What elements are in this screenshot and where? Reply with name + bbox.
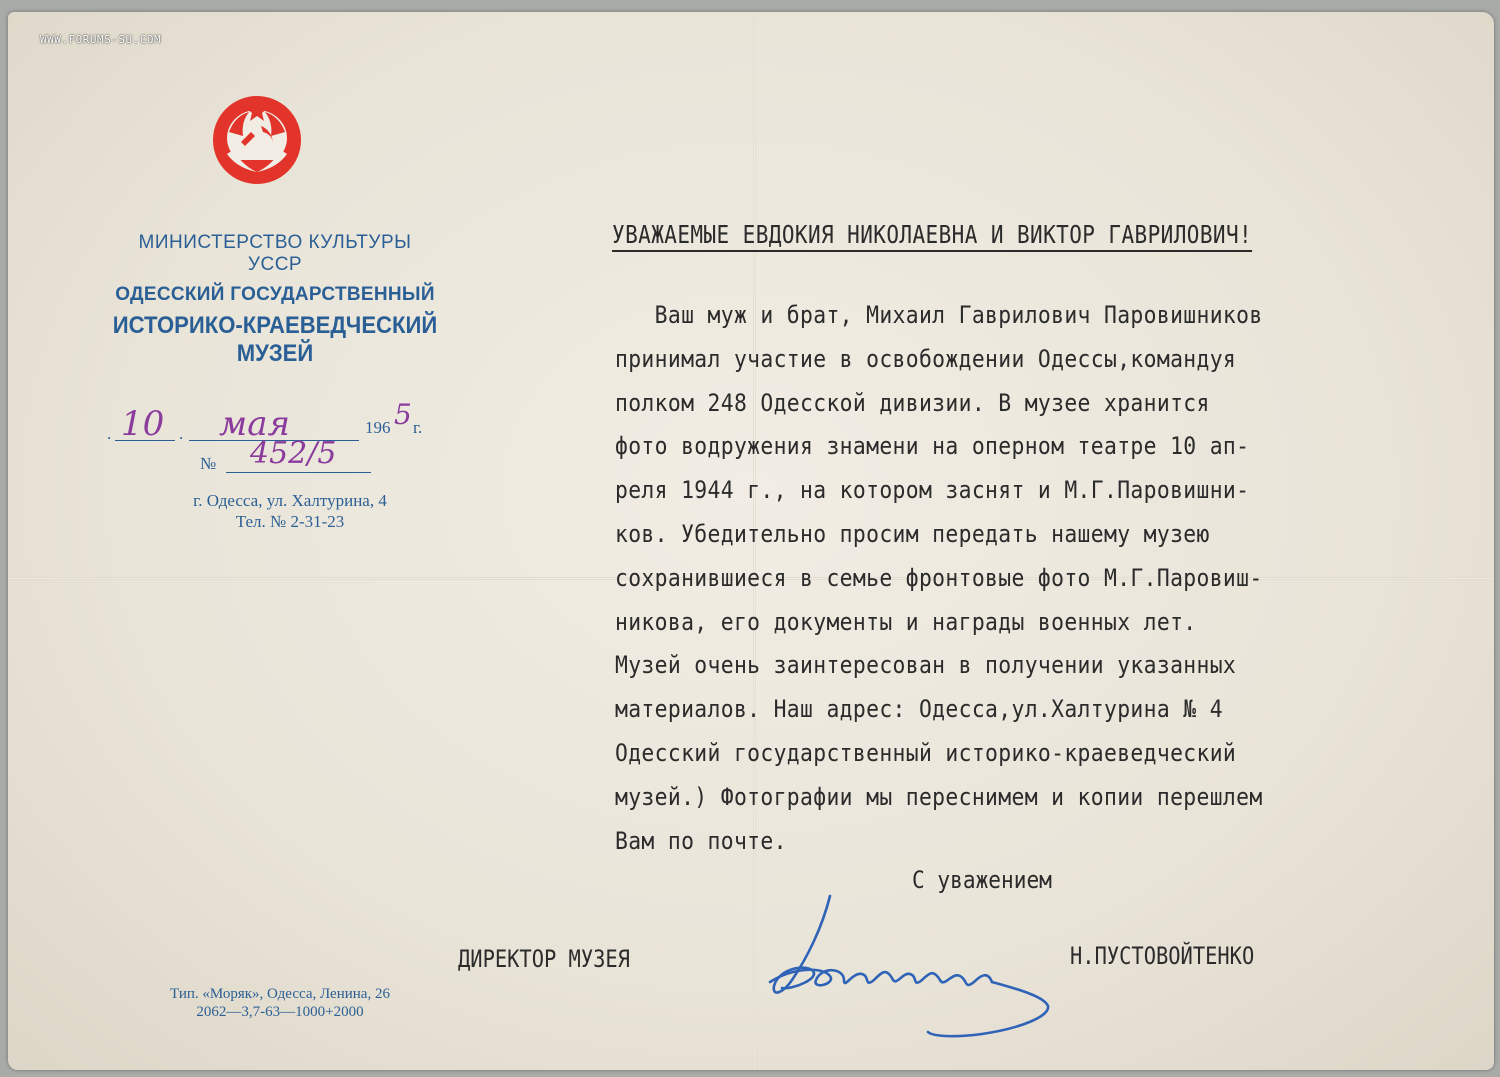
printer-line-1: Тип. «Моряк», Одесса, Ленина, 26 — [170, 986, 390, 1002]
printer-imprint — [70, 985, 490, 1021]
date-month: мая — [219, 404, 290, 444]
organization-name — [77, 312, 473, 368]
address-phone: Тел. № 2-31-23 — [235, 512, 345, 531]
ministry-name — [60, 232, 490, 276]
year-handwritten: 5 — [394, 398, 412, 431]
ministry-line-1: МИНИСТЕРСТВО КУЛЬТУРЫ — [138, 232, 412, 253]
address-line-1: г. Одесса, ул. Халтурина, 4 — [193, 491, 387, 510]
body-line: никова, его документы и награды военных лет. — [615, 607, 1197, 636]
body-line: Вам по почте. — [615, 826, 787, 855]
museum-address — [100, 490, 480, 532]
body-line: принимал участие в освобождении Одессы,командуя — [615, 344, 1237, 373]
organization-line-2: ИСТОРИКО-КРАЕВЕДЧЕСКИЙ — [112, 312, 438, 339]
organization-line-1: ОДЕССКИЙ ГОСУДАРСТВЕННЫЙ — [115, 284, 435, 305]
body-line: Ваш муж и брат, Михаил Гаврилович Паровишников — [615, 301, 1263, 329]
museum-letterhead — [60, 232, 490, 368]
year-prefix: 196 — [365, 418, 391, 437]
registration-number: 452/5 — [250, 436, 337, 471]
closing-phrase: С уважением — [912, 866, 1052, 894]
number-label: № — [200, 454, 217, 473]
body-line: полком 248 Одесской дивизии. В музее хранится — [615, 388, 1210, 417]
letter-body — [615, 294, 1416, 863]
printer-line-2: 2062—3,7-63—1000+2000 — [196, 1004, 364, 1020]
body-line: Одесский государственный историко-краеведческий — [615, 738, 1237, 767]
organization-line-3: МУЗЕЙ — [236, 340, 314, 367]
date-line: . 10 . мая 196 5 г. — [107, 398, 423, 444]
salutation: УВАЖАЕМЫЕ ЕВДОКИЯ НИКОЛАЕВНА И ВИКТОР ГАВРИЛОВИЧ! — [612, 220, 1252, 252]
body-line: реля 1944 г., на котором заснят и М.Г.Паровишни- — [615, 476, 1250, 505]
body-line: фото водружения знамени на оперном театре 10 ап- — [615, 432, 1250, 461]
registration-number-line — [200, 436, 400, 480]
watermark: WWW.FORUMS-SU.COM — [40, 33, 162, 46]
director-name: Н.ПУСТОВОЙТЕНКО — [1070, 942, 1255, 970]
body-line: сохранившиеся в семье фронтовые фото М.Г.Паровиш- — [615, 563, 1263, 592]
body-line: материалов. Наш адрес: Одесса,ул.Халтурина № 4 — [615, 695, 1223, 724]
date-day: 10 — [121, 404, 165, 444]
body-line: Музей очень заинтересован в получении указанных — [615, 651, 1237, 680]
year-suffix: г. — [413, 418, 423, 437]
body-line: ков. Убедительно просим передать нашему музею — [615, 519, 1210, 548]
body-line: музей.) Фотографии мы переснимем и копии перешлем — [615, 782, 1263, 811]
director-signature — [752, 888, 1062, 1038]
ussr-emblem-icon — [205, 92, 309, 196]
ministry-line-2: УССР — [247, 254, 303, 275]
director-title: ДИРЕКТОР МУЗЕЯ — [458, 945, 630, 973]
